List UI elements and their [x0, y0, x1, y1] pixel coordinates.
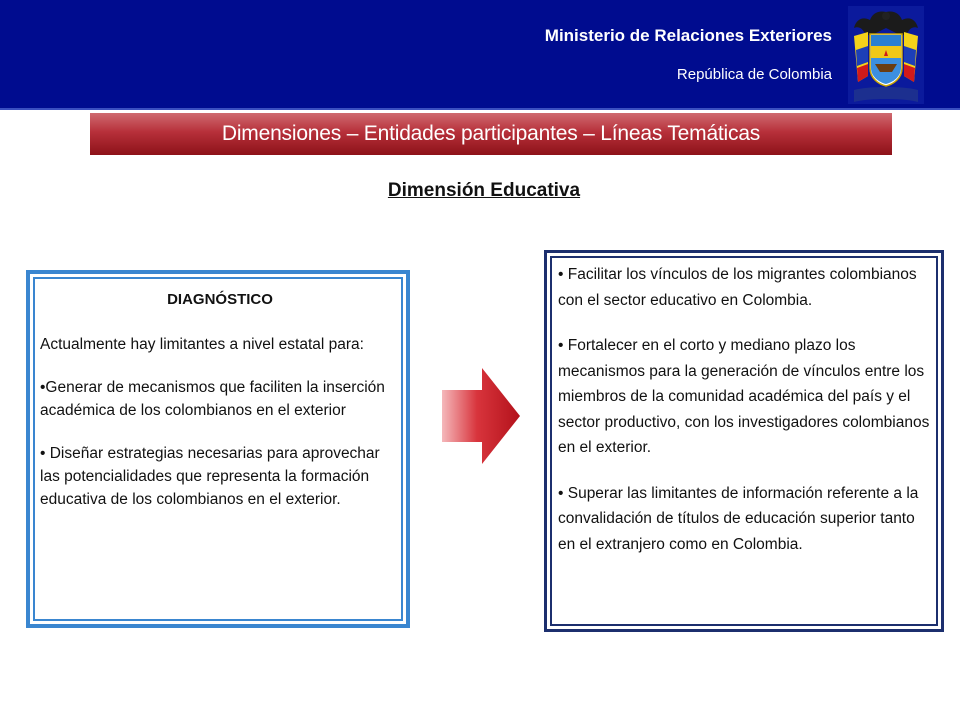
objectives-content	[558, 262, 936, 577]
ministry-name: Ministerio de Relaciones Exteriores	[544, 26, 832, 45]
diagnosis-heading: DIAGNÓSTICO	[167, 291, 273, 308]
colombia-coat-of-arms-icon	[848, 6, 924, 104]
objective-bullet: • Superar las limitantes de información referente a la convalidación de títulos de educación superior tanto en el extranjero como en Colombia.	[558, 484, 919, 553]
right-arrow-icon	[442, 368, 520, 464]
republic-name: República de Colombia	[676, 66, 832, 83]
diagnosis-intro: Actualmente hay limitantes a nivel estatal para:	[40, 336, 364, 353]
diagnosis-bullet: •Generar de mecanismos que faciliten la inserción académica de los colombianos en el exterior	[40, 379, 385, 419]
objective-bullet: • Fortalecer en el corto y mediano plazo los mecanismos para la generación de vínculos entre los miembros de la comunidad académica del país y el sector productivo, con los investigadores colombianos en el exterior.	[558, 337, 930, 456]
section-banner: Dimensiones – Entidades participantes – Líneas Temáticas	[90, 113, 892, 155]
objective-bullet: • Facilitar los vínculos de los migrantes colombianos con el sector educativo en Colombia.	[558, 266, 917, 309]
diagnosis-content	[40, 288, 400, 531]
diagnosis-bullet: • Diseñar estrategias necesarias para aprovechar las potencialidades que representa la formación educativa de los colombianos en el exterior.	[40, 445, 380, 508]
header-bar	[0, 0, 960, 110]
dimension-title: Dimensión Educativa	[387, 180, 581, 201]
